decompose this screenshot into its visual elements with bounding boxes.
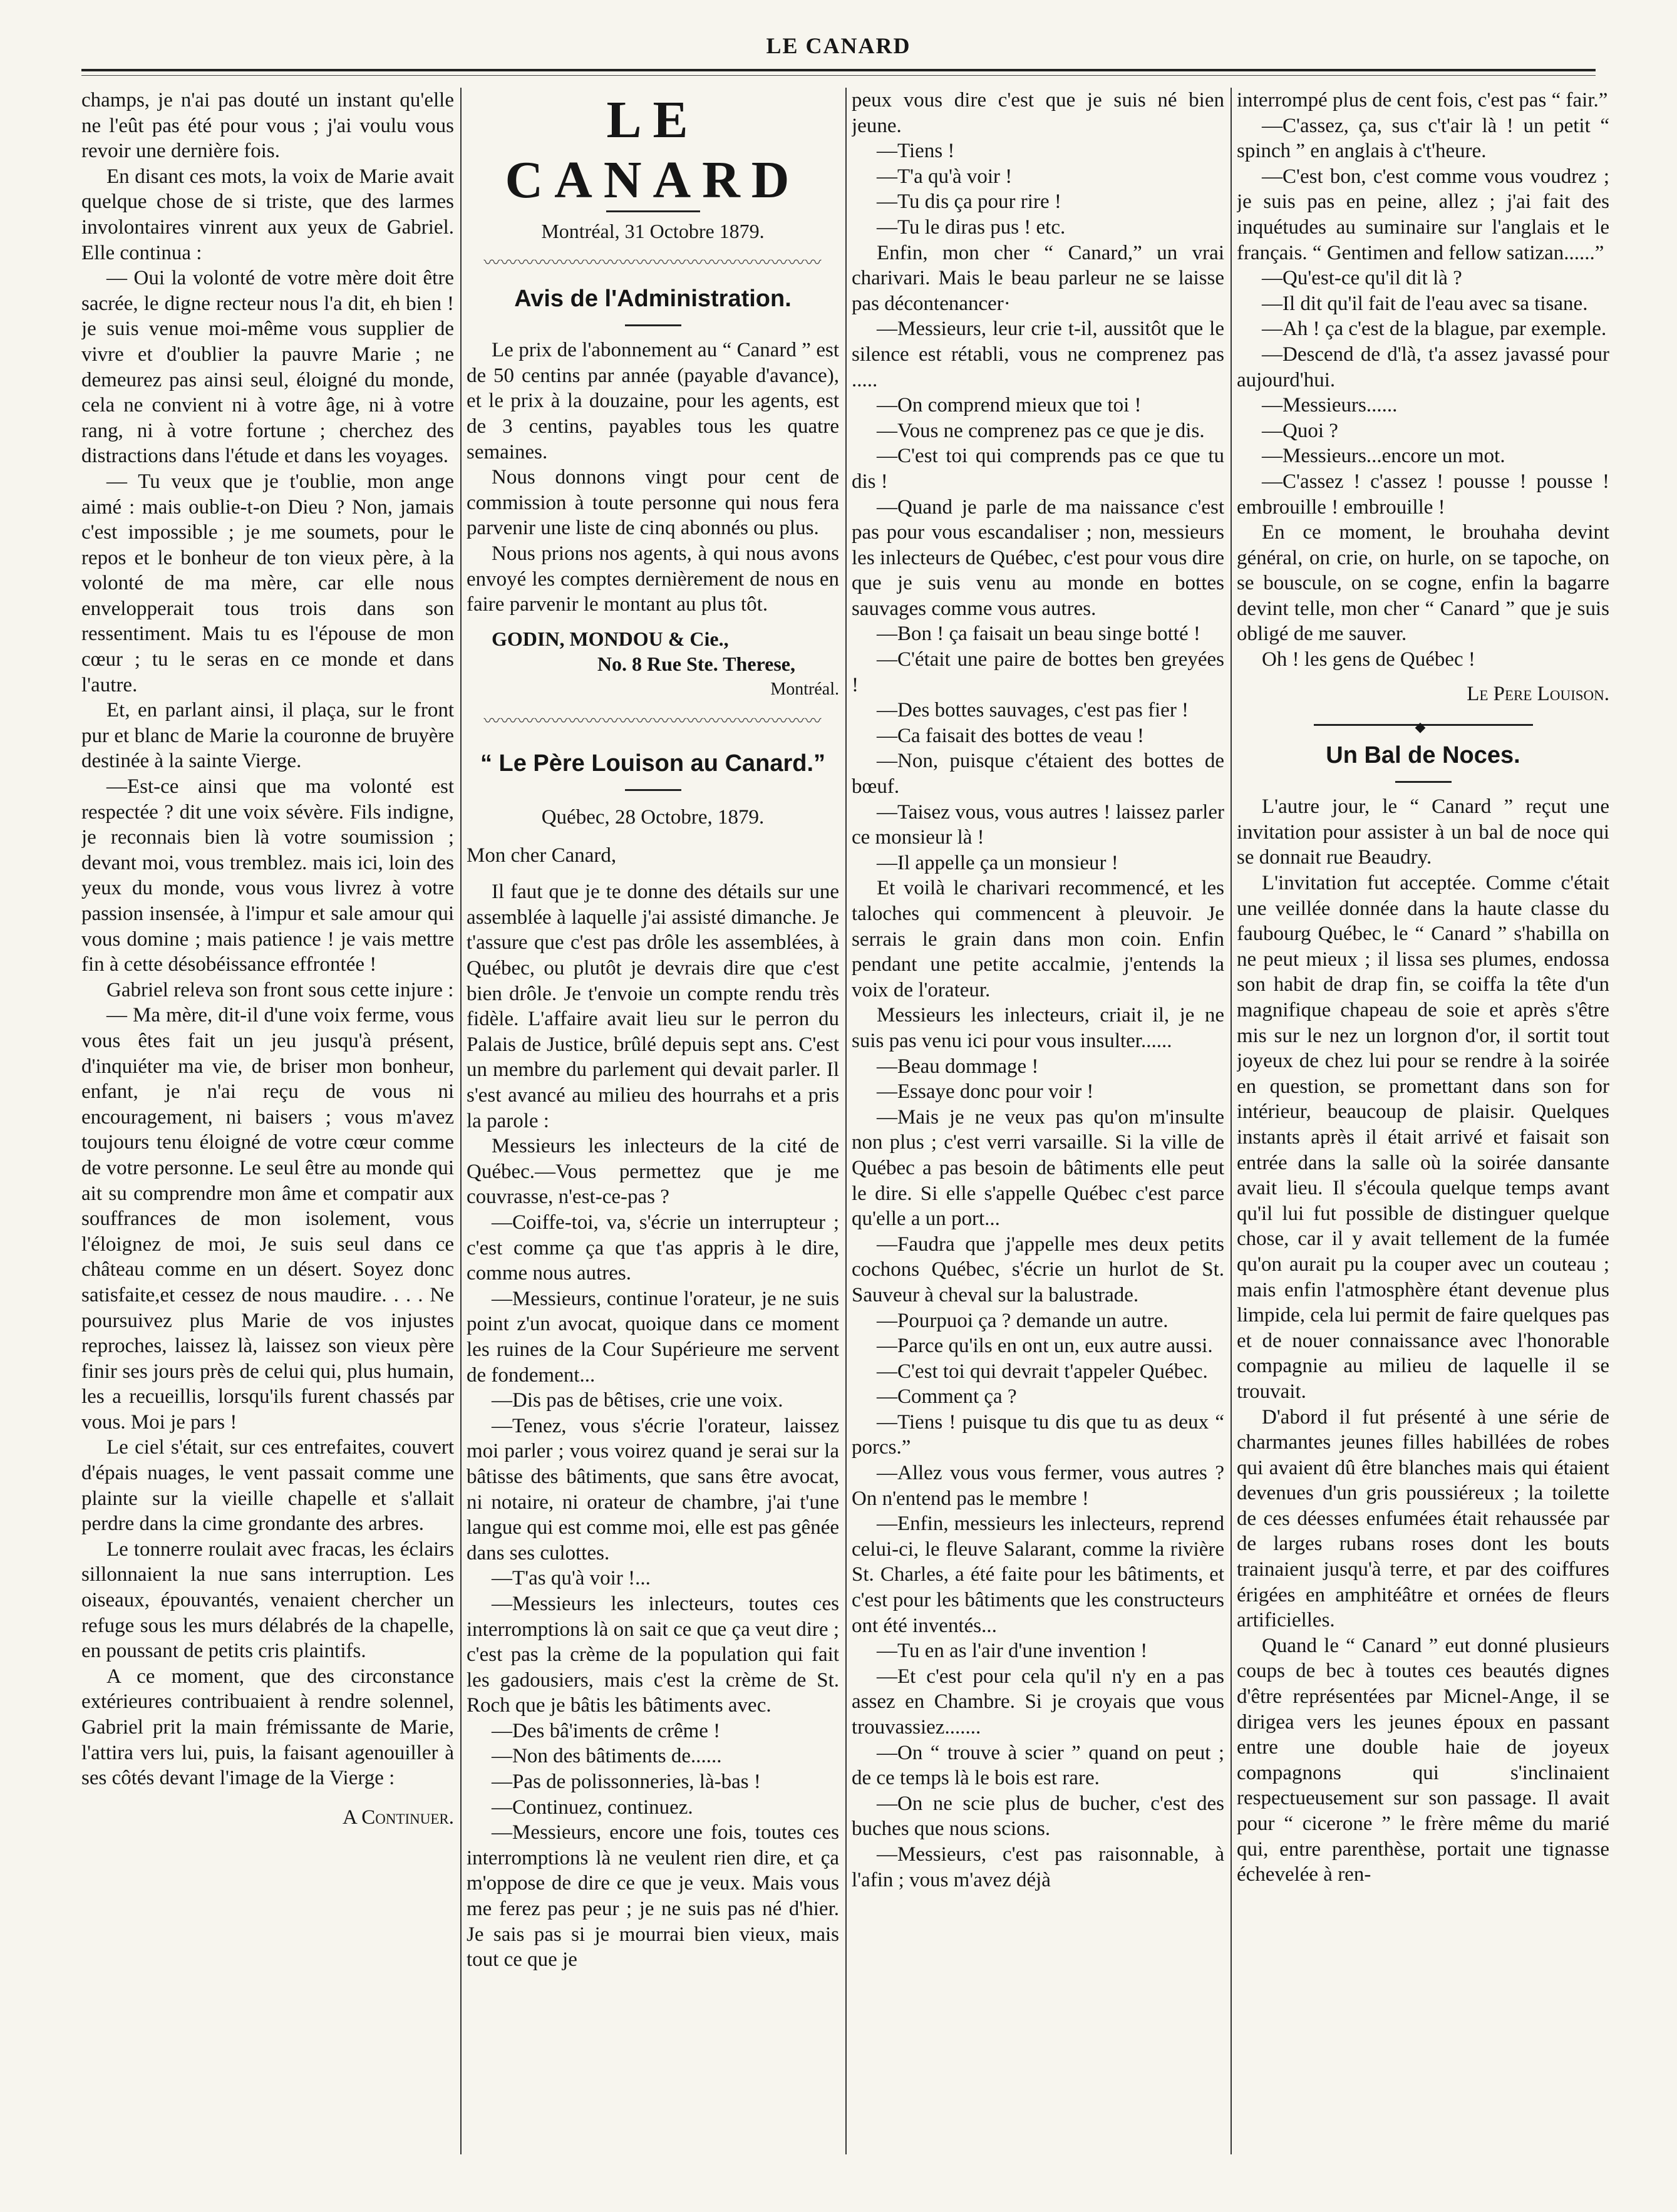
paragraph: —Messieurs, c'est pas raisonnable, à l'afin ; vous m'avez déjà (852, 1842, 1224, 1891)
paragraph: Nous prions nos agents, à qui nous avons envoyé les comptes dernièrement de nous en faire parvenir le montant au plus tôt. (467, 542, 839, 616)
paragraph: —Messieurs les inlecteurs, toutes ces interromptions là on sait ce que ça veut dire ; c'est pas la crème de la population qui fait les gadousiers, mais c'est la crème de St. Roch que je bâtis les bâtiments avec. (467, 1592, 839, 1717)
paragraph: —Parce qu'ils en ont un, eux autre aussi. (877, 1335, 1213, 1358)
paragraph: D'abord il fut présenté à une série de charmantes jeunes filles habillées de robes qui avaient dû être blanches mais qui étaient devenues d'un gris poussiéreux ; la toilette de ces déesses enfumées était rehaussée par de larges rubans roses dont les bouts trainaient jusqu'à terre, et par des coiffures érigées en amphitéâtre et ornées de fleurs artificielles. (1237, 1405, 1609, 1632)
paragraph: A ce moment, que des circonstance extérieures contribuaient à rendre solennel, Gabriel prit la main frémissante de Marie, l'attira vers lui, puis, la faisant agenouiller à ses côtés devant l'image de la Vierge : (81, 1665, 454, 1790)
column-divider (845, 88, 847, 2154)
running-head: LE CANARD (766, 33, 911, 58)
column-3 (852, 88, 1224, 2154)
paragraph: L'invitation fut acceptée. Comme c'était une veillée donnée dans la haute classe du faubourg Québec, le “ Canard ” s'habilla on ne peut mieux ; il lissa ses plumes, endossa son habit de drap fin, se coiffa la tête d'un magnifique chapeau de soie et après s'être mis sur le nez un lorgnon d'or, il sortit tout joyeux de chez lui pour se rendre à la soirée en question, se promettant dans son for intérieur, beaucoup de plaisir. Quelques instants après il était arrivé et faisait son entrée dans la salle où la soirée dansante avait lieu. Il s'écoula quelque temps avant qu'il lui fut possible de distinguer quelque chose, car il y avait tellement de la fumée qu'on aurait pu la couper avec un couteau ; mais enfin l'atmosphère étant devenue plus limpide, cela lui permit de faire quelques pas et de nouer connaissance avec l'honorable compagnie au milieu de laquelle il se trouvait. (1237, 872, 1609, 1403)
paragraph: —Essaye donc pour voir ! (877, 1080, 1094, 1103)
paragraph: —Tu le diras pus ! etc. (877, 215, 1066, 239)
paragraph: —On comprend mieux que toi ! (877, 394, 1142, 417)
paragraph: Le prix de l'abonnement au “ Canard ” est de 50 centins par année (payable d'avance), et le prix à la douzaine, pour les agents, est de 3 centins, payables tous les quatre semaines. (467, 339, 839, 463)
paragraph: champs, je n'ai pas douté un instant qu'elle ne l'eût pas été pour vous ; j'ai voulu vous revoir une dernière fois. (81, 89, 454, 163)
paragraph: —Pas de polissonneries, là-bas ! (492, 1770, 761, 1794)
paragraph: —Taisez vous, vous autres ! laissez parler ce monsieur là ! (852, 800, 1224, 849)
masthead: LE CANARD (505, 91, 801, 209)
paragraph: — Oui la volonté de votre mère doit être sacrée, le digne recteur nous l'a dit, eh bien ! je suis venue moi-même vous supplier de vivre et d'oublier la pauvre Marie ; ne demeurez pas ainsi seul, éloigné du monde, cela ne convient ni à votre âge, ni à votre rang, ni à votre fortune ; cherchez des distractions dans l'étude et dans les voyages. (81, 267, 454, 468)
paragraph: peux vous dire c'est que je suis né bien jeune. (852, 89, 1224, 137)
paragraph: Messieurs les inlecteurs, criait il, je ne suis pas venu ici pour vous insulter...... (852, 1004, 1224, 1052)
paragraph: —Allez vous vous fermer, vous autres ? On n'entend pas le membre ! (852, 1462, 1224, 1510)
paragraph: —Des bâ'iments de crême ! (492, 1719, 721, 1742)
letter-heading: “ Le Père Louison au Canard.” (480, 750, 826, 777)
paragraph: —Coiffe-toi, va, s'écrie un interrupteur ; c'est comme ça que t'as appris à le dire, comme nous autres. (467, 1211, 839, 1285)
paragraph: Messieurs les inlecteurs de la cité de Québec.—Vous permettez que je me couvrasse, n'est-ce-pas ? (467, 1135, 839, 1209)
column-divider (460, 88, 462, 2154)
paragraph: —On ne scie plus de bucher, c'est des buches que nous scions. (852, 1792, 1224, 1841)
paragraph: —Tiens ! (877, 140, 955, 163)
paragraph: Enfin, mon cher “ Canard,” un vrai charivari. Mais le beau parleur ne se laisse pas décontenancer· (852, 241, 1224, 315)
paragraph: —On “ trouve à scier ” quand on peut ; de ce temps là le bois est rare. (852, 1741, 1224, 1790)
paragraph: Quand le “ Canard ” eut donné plusieurs coups de bec à toutes ces beautés dignes d'être représentées par Micnel-Ange, il se dirigea vers les jeunes époux en passant entre une double haie de joyeux compagnons qui s'inclinaient respectueusement sur son passage. Il avait pour “ cicerone ” le frère même du marié qui, entre parenthèse, portait une tignasse échevelée à ren- (1237, 1634, 1609, 1886)
paragraph: —Et c'est pour cela qu'il n'y en a pas assez en Chambre. Si je croyais que vous trouvassiez....... (852, 1665, 1224, 1739)
paragraph: —Dis pas de bêtises, crie une voix. (492, 1389, 783, 1412)
article-heading: Un Bal de Noces. (1326, 742, 1520, 769)
paragraph: —Continuez, continuez. (492, 1796, 693, 1819)
paragraph: —C'assez, ça, sus c't'air là ! un petit “ spinch ” en anglais à c't'heure. (1237, 114, 1609, 163)
paragraph: —C'est bon, c'est comme vous voudrez ; je suis pas en peine, allez ; j'ai fait des inquétudes au suminaire sur l'anglais et le français. “ Gentimen and fellow satizan......” (1237, 165, 1609, 264)
paragraph: Et voilà le charivari recommencé, et les taloches qui commencent à pleuvoir. Je serrais le grain dans mon coin. Enfin pendant une petite accalmie, j'entends la voix de l'orateur. (852, 877, 1224, 1001)
header-rule-thin (81, 75, 1596, 76)
paragraph: —Quoi ? (1262, 419, 1338, 442)
paragraph: —Non des bâtiments de...... (492, 1745, 722, 1768)
paragraph: —Vous ne comprenez pas ce que je dis. (877, 419, 1205, 442)
paragraph: L'autre jour, le “ Canard ” reçut une invitation pour assister à un bal de noce qui se donnait rue Beaudry. (1237, 795, 1609, 869)
paragraph: —Tu dis ça pour rire ! (877, 190, 1061, 214)
paragraph: —Bon ! ça faisait un beau singe botté ! (877, 623, 1200, 646)
paragraph: —Des bottes sauvages, c'est pas fier ! (877, 699, 1189, 722)
column-1-serial (81, 88, 454, 2154)
paragraph: Oh ! les gens de Québec ! (1262, 648, 1475, 671)
paragraph: —C'est toi qui comprends pas ce que tu dis ! (852, 445, 1224, 493)
paragraph: —Tiens ! puisque tu dis que tu as deux “ porcs.” (852, 1410, 1224, 1459)
short-rule (1395, 781, 1452, 783)
ornament-divider (1314, 724, 1533, 726)
dateline: Montréal, 31 Octobre 1879. (541, 220, 765, 242)
paragraph: —Messieurs, encore une fois, toutes ces interromptions là ne veulent rien dire, et ça m'oppose de dire ce que je veux. Mais vous me ferez pas peur ; je ne suis pas né d'hier. Je sais pas si je mourrai bien vieux, mais tout ce que je (467, 1821, 839, 1972)
wavy-divider: 〰〰〰〰〰〰〰〰〰〰〰〰〰〰〰〰〰〰〰〰 (483, 253, 822, 272)
paragraph: —Enfin, messieurs les inlecteurs, reprend celui-ci, le fleuve Salarant, comme la rivière St. Charles, a été faite pour les bâtiments, et c'est pour les bâtiments que les constructeurs ont été inventés... (852, 1512, 1224, 1637)
paragraph: En disant ces mots, la voix de Marie avait quelque chose de si triste, que des larmes involontaires vinrent aux yeux de Gabriel. Elle continua : (81, 165, 454, 264)
paragraph: —Tu en as l'air d'une invention ! (877, 1640, 1148, 1663)
paragraph: — Tu veux que je t'oublie, mon ange aimé : mais oublie-t-on Dieu ? Non, jamais c'est impossible ; je me soumets, pour le repos et le bonheur de ton vieux père, à la volonté de ma mère, car elle nous envelopperait tous trois dans son ressentiment. Mais tu es l'épouse de mon cœur ; tu le seras en ce monde et dans l'autre. (81, 470, 454, 696)
paragraph: —C'assez ! c'assez ! pousse ! pousse ! embrouille ! embrouille ! (1237, 470, 1609, 519)
paragraph: Et, en parlant ainsi, il plaça, sur le front pur et blanc de Marie la couronne de bruyère destinée à la sainte Vierge. (81, 699, 454, 773)
paragraph: —Non, puisque c'étaient des bottes de bœuf. (852, 750, 1224, 798)
paragraph: Nous donnons vingt pour cent de commission à toute personne qui nous fera parvenir une liste de cinq abonnés ou plus. (467, 466, 839, 540)
paragraph: Gabriel releva son front sous cette injure : (106, 978, 454, 1001)
paragraph: —Ah ! ça c'est de la blague, par exemple. (1262, 318, 1607, 341)
paragraph: —Messieurs, continue l'orateur, je ne suis point z'un avocat, quoique dans ce moment les ruines de la Cour Supérieure me servent de fondement... (467, 1287, 839, 1387)
column-2 (467, 88, 839, 2154)
paragraph: —Ca faisait des bottes de veau ! (877, 724, 1145, 747)
paragraph: Il faut que je te donne des détails sur une assemblée à laquelle j'ai assisté dimanche. Je t'assure que c'est pas drôle les assemblées, à Québec, ou plutôt je devrais dire que c'est bien drôle. Je t'envoie un compte rendu très fidèle. L'affaire avait lieu sur le perron du Palais de Justice, brûlé depuis sept ans. C'est un membre du parlement qui devait parler. Il s'est avancé au milieu des hourrahs et a pris la parole : (467, 881, 839, 1132)
paragraph: —Beau dommage ! (877, 1055, 1039, 1078)
paragraph: —Faudra que j'appelle mes deux petits cochons Québec, s'écrie un hurlot de St. Sauveur à cheval sur la balustrade. (852, 1233, 1224, 1306)
masthead-rule (606, 210, 700, 212)
wavy-divider: 〰〰〰〰〰〰〰〰〰〰〰〰〰〰〰〰〰〰〰〰 (483, 711, 822, 730)
paragraph: En ce moment, le brouhaha devint général, on crie, on hurle, on se tapoche, on se bouscule, on se cogne, enfin la bagarre devint telle, mon cher “ Canard ” que je suis obligé de me sauver. (1237, 521, 1609, 646)
signature-city: Montréal. (770, 679, 839, 699)
short-rule (625, 324, 681, 326)
paragraph: —Qu'est-ce qu'il dit là ? (1262, 267, 1462, 290)
signature-address: No. 8 Rue Ste. Therese, (597, 653, 795, 676)
paragraph: —Messieurs, leur crie t-il, aussitôt que le silence est rétabli, vous ne comprenez pas ..... (852, 318, 1224, 391)
column-4 (1237, 88, 1609, 2154)
letter-signature: Le Pere Louison. (1467, 682, 1609, 705)
signature-name: GODIN, MONDOU & Cie., (492, 627, 729, 650)
paragraph: —Il dit qu'il fait de l'eau avec sa tisane. (1262, 292, 1588, 315)
paragraph: —Quand je parle de ma naissance c'est pas pour vous escandaliser ; non, messieurs les inlecteurs de Québec, c'est pour vous dire que je suis venu au monde en bottes sauvages comme vous autres. (852, 495, 1224, 620)
column-divider (1231, 88, 1232, 2154)
paragraph: Le tonnerre roulait avec fracas, les éclairs sillonnaient la nue sans interruption. Les oiseaux, épouvantés, venaient chercher un refuge sous les murs délabrés de la chapelle, en poussant de petits cris plaintifs. (81, 1538, 454, 1663)
header-rule (81, 69, 1596, 71)
paragraph: —Messieurs...... (1262, 394, 1398, 417)
paragraph: —Mais je ne veux pas qu'on m'insulte non plus ; c'est verri varsaille. Si la ville de Québec a pas besoin de bâtiments elle peut le dire. Si elle s'appelle Québec c'est parce qu'elle a un port... (852, 1105, 1224, 1231)
paragraph: —C'est toi qui devrait t'appeler Québec. (877, 1360, 1208, 1383)
paragraph: —Il appelle ça un monsieur ! (877, 851, 1118, 874)
paragraph: — Ma mère, dit-il d'une voix ferme, vous vous êtes fait un jeu jusqu'à présent, d'inquiéter ma vie, de briser mon bonheur, enfant, je n'ai reçu de vous ni encouragement, ni baisers ; vous m'avez toujours tenu éloigné de votre cœur comme de votre personne. Le seul être au monde qui ait su comprendre mon âme et compatir aux souffrances de mon isolement, vous l'éloignez de moi, Je suis seul dans ce château comme en un désert. Soyez donc satisfaite,et cessez de nous maudire. . . . Ne poursuivez plus Marie de vos injustes reproches, laissez là, laissez son vieux père finir ses jours près de celui qui, plus humain, les a recueillis, lorsqu'ils furent chassés par vous. Moi je pars ! (81, 1004, 454, 1434)
paragraph: —T'as qu'à voir !... (492, 1567, 651, 1590)
paragraph: —Comment ça ? (877, 1385, 1017, 1408)
continuation-note: A Continuer. (342, 1806, 454, 1829)
notice-heading: Avis de l'Administration. (514, 286, 792, 313)
paragraph: Le ciel s'était, sur ces entrefaites, couvert d'épais nuages, le vent passait comme une plainte sur la vieille chapelle et s'allait perdre dans la cime grondante des arbres. (81, 1436, 454, 1536)
paragraph: —Tenez, vous s'écrie l'orateur, laissez moi parler ; vous voirez quand je serai sur la bâtisse des bâtiments, que sans être avocat, ni notaire, ni orateur de chambre, j'ai t'une langue qui est comme moi, elle est pas gênée dans ses culottes. (467, 1414, 839, 1564)
paragraph: —T'a qu'à voir ! (877, 165, 1013, 188)
salutation: Mon cher Canard, (467, 844, 617, 867)
paragraph: —Pourpuoi ça ? demande un autre. (877, 1309, 1169, 1332)
paragraph: —Descend de d'là, t'a assez javassé pour aujourd'hui. (1237, 343, 1609, 391)
paragraph: —Est-ce ainsi que ma volonté est respectée ? dit une voix sévère. Fils indigne, je reconnais bien là votre soumission ; devant moi, vous tremblez. mais ici, loin des yeux du monde, vous vous livrez à votre passion insensée, à l'impur et sale amour qui vous domine ; mais patience ! je vais mettre fin à cette désobéissance effrontée ! (81, 775, 454, 976)
paragraph: —Messieurs...encore un mot. (1262, 445, 1505, 468)
letter-dateline: Québec, 28 Octobre, 1879. (541, 806, 765, 829)
paragraph: interrompé plus de cent fois, c'est pas “ fair.” (1237, 89, 1608, 111)
paragraph: —C'était une paire de bottes ben greyées ! (852, 648, 1224, 696)
short-rule (625, 789, 681, 791)
